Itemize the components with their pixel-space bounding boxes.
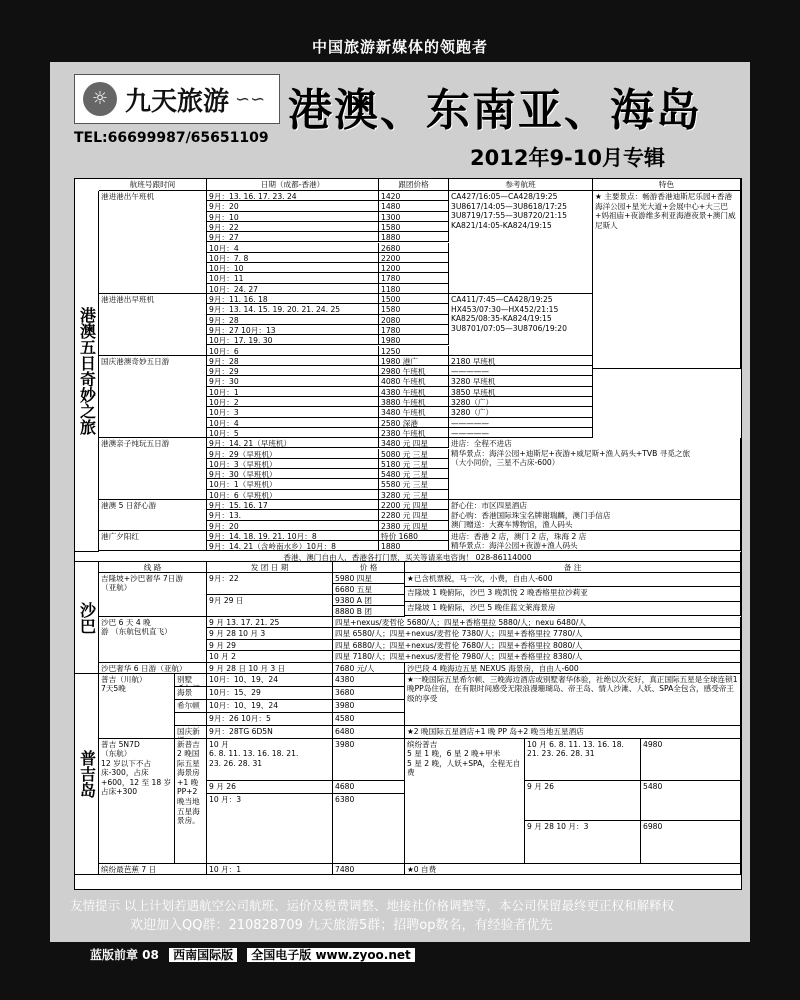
- hk-price: 1580: [379, 304, 449, 314]
- sha-price: 四星+nexus/麦哲伦 5680/人；四星+香格里拉 5880/人；nexu 6480/人: [333, 617, 741, 629]
- phk-type: 国庆新: [175, 726, 207, 739]
- hk-price: 5580 元 三星: [379, 479, 449, 489]
- hk-price: 1580: [379, 222, 449, 232]
- sha-price: 7680 元/人: [333, 663, 405, 674]
- phk-type: 希尔顿: [175, 700, 207, 713]
- hk-date: 9月：30: [207, 376, 379, 386]
- hk-date: 10月：6（早班机）: [207, 490, 379, 500]
- brand-logo: [74, 74, 280, 124]
- phk-price: 4680: [333, 781, 405, 794]
- edition-label: 西南国际版: [169, 948, 237, 962]
- itinerary-table: [74, 178, 742, 890]
- sha-note: 吉隆坡 1 晚俯际，沙巴 5 晚佳蓝文莱海景房: [405, 602, 741, 617]
- section-phuket: [75, 674, 99, 875]
- sha-date: 9 月 13. 17. 21. 25: [207, 617, 333, 629]
- hk-group-name: 国庆港澳奇妙五日游: [99, 356, 207, 438]
- telephone: TEL:66699987/65651109: [74, 130, 269, 146]
- hk-date: 10月：24. 27: [207, 284, 379, 294]
- hk-date: 9月：15. 16. 17: [207, 500, 379, 510]
- footer-qq: 欢迎加入QQ群：210828709 九天旅游5群；招聘op数名，有经验者优先: [130, 918, 553, 933]
- hk-group-name: 港进港出早班机: [99, 294, 207, 356]
- section-hk: [75, 191, 99, 552]
- hk-date: 10月：7. 8: [207, 253, 379, 263]
- phk-date: 10 月：1: [207, 864, 333, 875]
- hk-group-name: 港广夕阳红: [99, 531, 207, 552]
- hk-price: 1880: [379, 232, 449, 242]
- hk-price: 1250: [379, 346, 449, 356]
- hk-header-2: 跟团价格: [379, 179, 449, 191]
- hk-group-name: 港澳 5 日舒心游: [99, 500, 207, 531]
- phk-type: 别墅: [175, 674, 207, 687]
- globe-icon: ☼: [83, 82, 117, 116]
- hk-date: 10月：6: [207, 346, 379, 356]
- hk-date: 9月：27: [207, 232, 379, 242]
- phk-route: 缤纷最芭蕉 7 日: [99, 864, 207, 875]
- section-sabah-label: 沙巴: [77, 601, 97, 634]
- hk-price: 2280 元 四星: [379, 510, 449, 520]
- phk-date: 10 月：3: [207, 794, 333, 864]
- phk-price: 3980: [333, 700, 405, 713]
- sha-header-1: 发 团 日 期: [207, 562, 333, 573]
- phk-price2: 5480: [641, 781, 741, 821]
- phk-date: 9 月 26: [207, 781, 333, 794]
- hk-date: 9月：30（早班机）: [207, 469, 379, 479]
- phk-price: 7480: [333, 864, 405, 875]
- phk-notes: ★一晚国际五星希尔顿、三晚海边酒店或别墅奢华体验，社绝以次充好，真正国际五星是全球连锁1晚PP岛住宿，在有限时间感受无限浪漫珊瑚岛、帝王岛、情人沙滩、人妖、SPA全包含，感受帝王级的享受: [405, 674, 741, 726]
- hk-date: 10月：1: [207, 387, 379, 397]
- hk-price: 1500: [379, 294, 449, 304]
- phk-price: 6380: [333, 794, 405, 864]
- hk-flights: CA427/16:05—CA428/19:25 3U8617/14:05—3U8618/17:25 3U8719/17:55—3U8720/21:15 KA821/14:05-KA824/19:15: [449, 191, 593, 294]
- hk-header-1: 日期（成都-香港）: [207, 179, 379, 191]
- hk-price: 1420: [379, 191, 449, 201]
- hk-price: 4380 午班机: [379, 387, 449, 397]
- phk-route: 普吉 5N7D （东航） 12 岁以下不占床-300，占床+600，12 至 18 岁占床+300: [99, 739, 175, 864]
- phk-date: 10月：15、29: [207, 687, 333, 700]
- hk-flight-item: 3850 早班机: [449, 387, 593, 397]
- period-title: 2012年9-10月专辑: [470, 146, 665, 170]
- hk-date: 9月：10: [207, 212, 379, 222]
- hk-flight-item: —————: [449, 428, 593, 438]
- sha-note: ★已含机票税，马一次，小费，自由人-600: [405, 573, 741, 588]
- phk-price: 4380: [333, 674, 405, 687]
- hk-date: 10月：4: [207, 243, 379, 253]
- phk-price2: 6980: [641, 821, 741, 864]
- phk-date: 10月：10、19、24: [207, 674, 333, 687]
- section-hk-label: 港澳五日奇妙之旅: [77, 307, 97, 436]
- hk-date: 9月：14. 21（含岭南水乡）10月：8: [207, 541, 379, 551]
- hk-price: 3480 午班机: [379, 407, 449, 417]
- sha-header-2: 价 格: [333, 562, 405, 573]
- hk-price: 1480: [379, 201, 449, 211]
- hk-date: 10月：4: [207, 418, 379, 428]
- phk-type: 海景: [175, 687, 207, 700]
- hk-price: 5180 元 三星: [379, 459, 449, 469]
- phk-price: 3980: [333, 739, 405, 781]
- brand-name: 九天旅游: [125, 86, 230, 117]
- hk-feature: ★ 主要景点：畅游香港迪斯尼乐园+香港海洋公园+星光大道+会展中心+大三巴+妈祖庙+夜游维多利亚海港夜景+澳门威尼斯人: [593, 191, 741, 369]
- hk-header-4: 特色: [593, 179, 741, 191]
- sha-header-0: 线 路: [99, 562, 207, 573]
- section-phuket-label: 普吉岛: [77, 750, 97, 798]
- footer-notice: 友情提示 以上计划若遇航空公司航班、运价及税费调整、地接社价格调整等，本公司保留最终更正权和解释权: [70, 898, 674, 913]
- hk-date: 9月：11. 16. 18: [207, 294, 379, 304]
- phk-date: 10 月 6. 8. 11. 13. 16. 18. 21. 23. 26. 28. 31: [207, 739, 333, 781]
- hk-date: 9月：28: [207, 356, 379, 366]
- hk-price: 1180: [379, 284, 449, 294]
- hk-date: 10月：1（早班机）: [207, 479, 379, 489]
- hk-flight-item: 3280（广）: [449, 407, 593, 417]
- sha-price: 四星 6880/人；四星+nexus/麦哲伦 7680/人；四星+香格里拉 8080/人: [333, 640, 741, 652]
- sha-price: 四星 6580/人；四星+nexus/麦哲伦 7380/人；四星+香格里拉 7780/人: [333, 628, 741, 640]
- phk-date: 9月：28TG 6D5N: [207, 726, 333, 739]
- sha-price: 8880 B 团: [333, 606, 405, 617]
- hk-price: 5480 元 三星: [379, 469, 449, 479]
- hk-price: 2380 午班机: [379, 428, 449, 438]
- hk-date: 10月：17. 19. 30: [207, 335, 379, 345]
- sha-route: 吉隆坡+沙巴奢华 7日游 （亚航）: [99, 573, 207, 617]
- phk-date: 10月：10、19、24: [207, 700, 333, 713]
- hk-group-name: 港进港出午班机: [99, 191, 207, 294]
- hk-date: 9月：14. 18. 19. 21. 10月：8: [207, 531, 379, 541]
- sha-price: 四星 7180/人；四星+nexus/麦哲伦 7980/人；四星+香格里拉 8380/人: [333, 651, 741, 663]
- sha-price: 5980 四星: [333, 573, 405, 584]
- hk-header-0: 航班号跟时间: [99, 179, 207, 191]
- hk-header-3: 参考航班: [449, 179, 593, 191]
- sha-price: 6680 五星: [333, 584, 405, 595]
- phk-type: 新普吉 2 晚国际五星海景房+1 晚 PP+2 晚当地五星海景房。: [175, 739, 207, 864]
- hk-price: 1980: [379, 335, 449, 345]
- sha-date: 9 月 28 日 10 月 3 日: [207, 663, 333, 674]
- hk-info-line: 香港、澳门自由人，香港各打门票，买关等请来电咨询！ 028-86114000: [75, 552, 741, 562]
- hk-flight-item: 3280 早班机: [449, 376, 593, 386]
- sha-price: 9380 A 团: [333, 595, 405, 606]
- slogan: 中国旅游新媒体的领跑者: [311, 38, 488, 56]
- hk-price: 2980 午班机: [379, 366, 449, 376]
- hk-date: 10月：10: [207, 263, 379, 273]
- phk-notes: ★0 自费: [405, 864, 741, 875]
- phk-price: 4580: [333, 713, 405, 726]
- phk-notes2: ★2 晚国际五星酒店+1 晚 PP 岛+2 晚当地五星酒店: [405, 726, 741, 739]
- hk-price: 2680: [379, 243, 449, 253]
- phk-price: 6480: [333, 726, 405, 739]
- sha-date: 9月 29 日: [207, 595, 333, 617]
- page-label: 蓝版前章 08: [90, 948, 159, 962]
- hk-date: 9月：27 10月：13: [207, 325, 379, 335]
- hk-flights: CA411/7:45—CA428/19:25 HX453/07:30—HX452/21:15 KA825/08:35-KA824/19:15 3U8701/07:05—3U8706/19:20: [449, 294, 593, 356]
- hk-flight-item: —————: [449, 418, 593, 428]
- sha-note: 吉隆坡 1 晚俯际，沙巴 3 晚凯悦 2 晚香格里拉沙莉亚: [405, 587, 741, 602]
- hk-group-name: 港澳亲子纯玩五日游: [99, 438, 207, 500]
- bottom-bar: [90, 946, 421, 963]
- hk-date: 9月：13. 14. 15. 19. 20. 21. 24. 25: [207, 304, 379, 314]
- hk-date: 9月：29: [207, 366, 379, 376]
- hk-notes: 进店：香港 2 店，澳门 2 店，珠海 2 店 精华景点：海洋公园+夜游+渔人码头: [449, 531, 741, 552]
- hk-date: 9月：22: [207, 222, 379, 232]
- hk-date: 9月：13. 16. 17. 23. 24: [207, 191, 379, 201]
- phk-date: 9月：26 10月：5: [207, 713, 333, 726]
- hk-price: 4080 午班机: [379, 376, 449, 386]
- phk-plan: 缤纷普吉 5 星 1 晚，6 星 2 晚+甲米 5 星 2 晚，人妖+SPA，全程无自费: [405, 739, 525, 864]
- hk-price: 1300: [379, 212, 449, 222]
- hk-price: 2080: [379, 315, 449, 325]
- hk-notes: 进店：全程不进店 精华景点：海洋公园+迪斯尼+夜游+威尼斯+渔人码头+TVB 寻觅之旅 （大小同价，三星不占床-600）: [449, 438, 741, 500]
- hk-notes: 舒心住：市区四星酒店 舒心购：香港国际珠宝名牌谢瑞麟，澳门手信店 澳门赠送：大赛车博物馆，渔人码头: [449, 500, 741, 531]
- headline: 港澳、东南亚、海岛: [288, 85, 702, 136]
- phk-date2: 9 月 28 10 月：3: [525, 821, 641, 864]
- hk-date: 10月：3（早班机）: [207, 459, 379, 469]
- hk-price: 1880: [379, 541, 449, 551]
- hk-flight-item: 2180 早班机: [449, 356, 593, 366]
- hk-date: 10月：11: [207, 273, 379, 283]
- hk-price: 1200: [379, 263, 449, 273]
- hk-flight-item: 3280（广）: [449, 397, 593, 407]
- hk-price: 3880 午班机: [379, 397, 449, 407]
- hk-price: 特价 1680: [379, 531, 449, 541]
- hk-date: 9月：20: [207, 521, 379, 531]
- hk-flight-item: —————: [449, 366, 593, 376]
- hk-price: 5080 元 三星: [379, 449, 449, 459]
- site-label: 全国电子版 www.zyoo.net: [247, 948, 415, 962]
- sha-date: 9月：22: [207, 573, 333, 595]
- sha-note: 沙巴段 4 晚海边五星 NEXUS 海景房，自由人-600: [405, 663, 741, 674]
- hk-price: 1980 港广: [379, 356, 449, 366]
- swirl-icon: ∽∽: [235, 88, 266, 110]
- hk-date: 9月：20: [207, 201, 379, 211]
- hk-price: 3480 元 四星: [379, 438, 449, 448]
- sha-header-3: 备 注: [405, 562, 741, 573]
- phk-type: [175, 713, 207, 726]
- phk-date2: 10 月 6. 8. 11. 13. 16. 18. 21. 23. 26. 28. 31: [525, 739, 641, 781]
- sha-date: 9 月 28 10 月 3: [207, 628, 333, 640]
- phk-date2: 9 月 26: [525, 781, 641, 821]
- hk-date: 9月：28: [207, 315, 379, 325]
- phk-route: 普吉（川航） 7天5晚: [99, 674, 175, 739]
- hk-price: 3280 元 三星: [379, 490, 449, 500]
- hk-price: 2200: [379, 253, 449, 263]
- hk-date: 9月：13.: [207, 510, 379, 520]
- hk-date: 9月：14. 21（早班机）: [207, 438, 379, 448]
- phk-price2: 4980: [641, 739, 741, 781]
- section-sabah: [75, 562, 99, 674]
- hk-price: 1780: [379, 325, 449, 335]
- hk-date: 10月：5: [207, 428, 379, 438]
- sha-route: 沙巴奢华 6 日游（亚航）: [99, 663, 207, 674]
- sha-date: 10 月 2: [207, 651, 333, 663]
- sha-route: 沙巴 6 天 4 晚 游 （东航包机直飞）: [99, 617, 207, 663]
- hk-date: 9月：29（早班机）: [207, 449, 379, 459]
- hk-price: 2580 深港: [379, 418, 449, 428]
- sha-date: 9 月 29: [207, 640, 333, 652]
- hk-price: 2380 元 四星: [379, 521, 449, 531]
- phk-price: 3680: [333, 687, 405, 700]
- hk-price: 1780: [379, 273, 449, 283]
- hk-date: 10月：2: [207, 397, 379, 407]
- hk-price: 2200 元 四星: [379, 500, 449, 510]
- hk-date: 10月：3: [207, 407, 379, 417]
